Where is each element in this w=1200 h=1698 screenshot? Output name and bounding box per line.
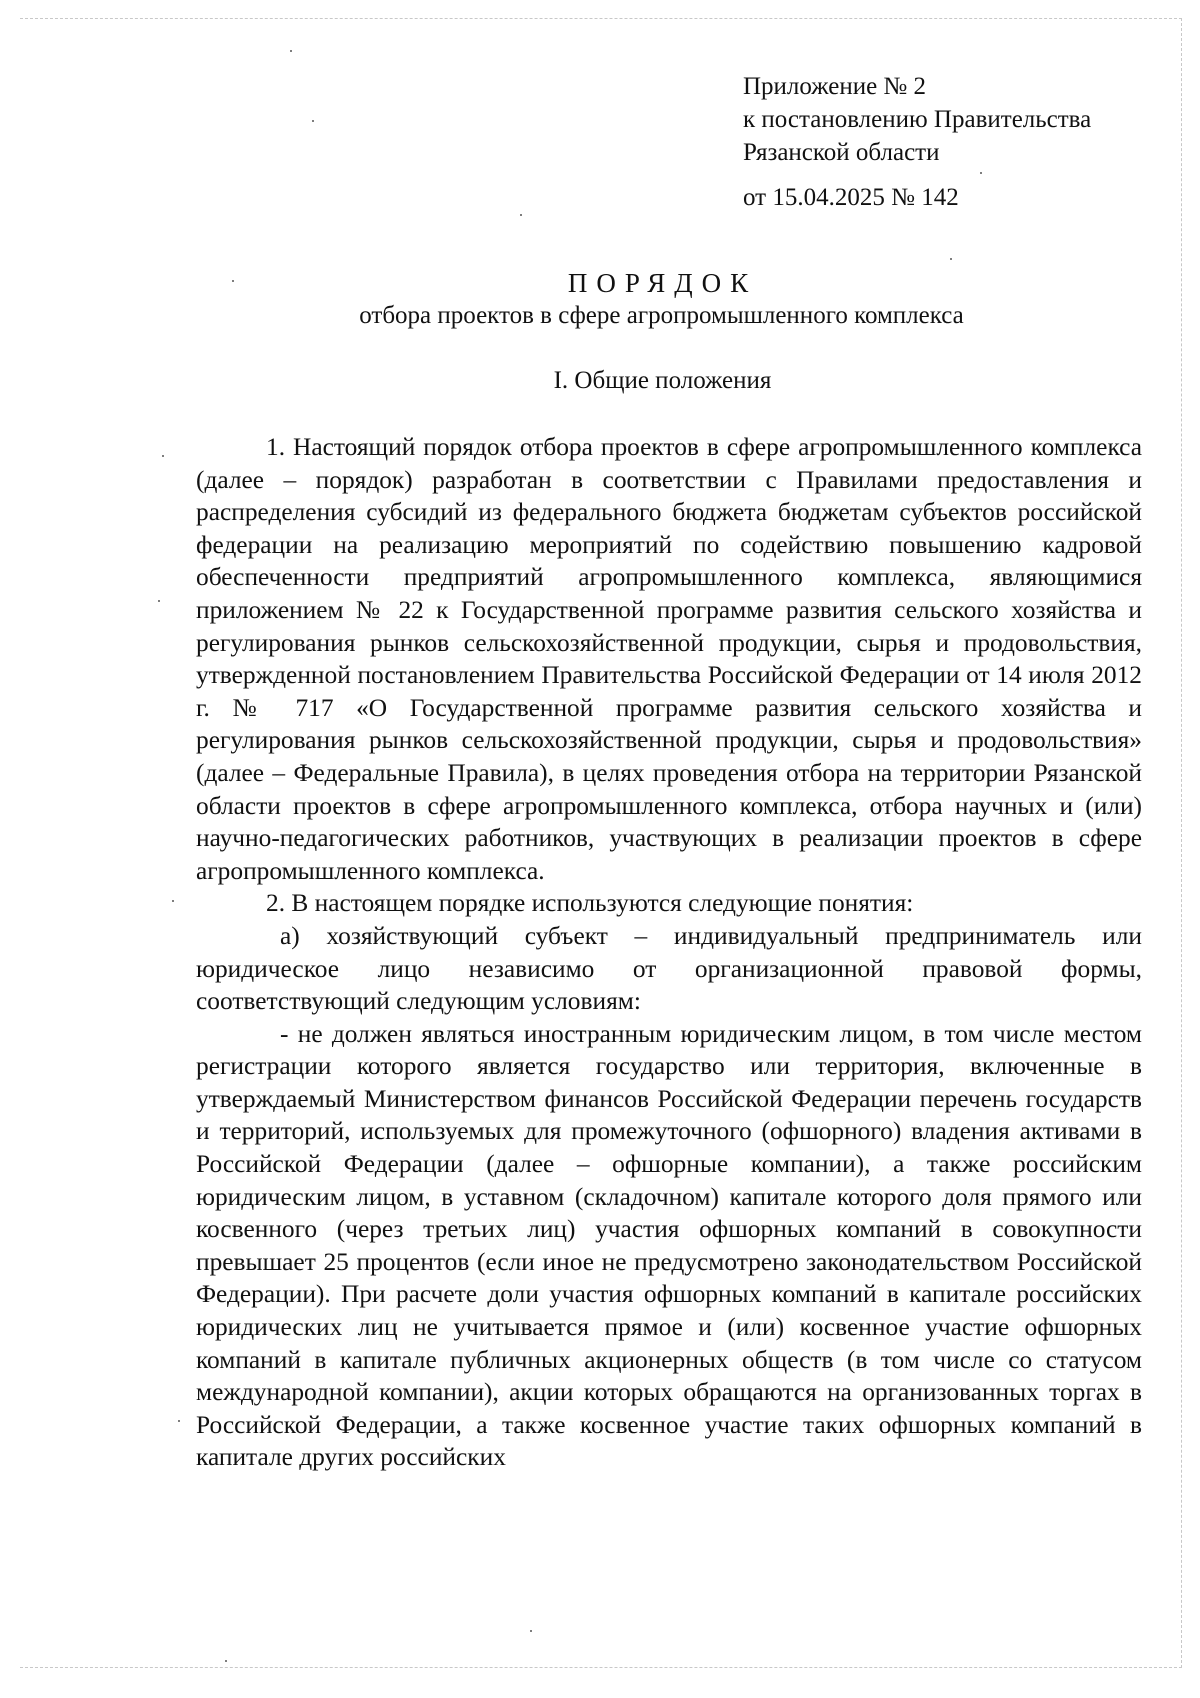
approval-line-appendix: Приложение № 2: [743, 73, 927, 100]
scan-border-bottom: [20, 1667, 1182, 1668]
scan-border-right: [1181, 18, 1182, 1668]
scan-border-top: [20, 18, 1182, 19]
paragraph-2: 2. В настоящем порядке используются следующие понятия:: [266, 889, 914, 918]
paragraph-2a: а) хозяйствующий субъект – индивидуальный предприниматель или юридическое лицо независимо от организационной правовой формы, соответствующий следующим условиям:: [196, 921, 1142, 1016]
section-heading: I. Общие положения: [553, 367, 772, 394]
approval-line-resolution: к постановлению Правительства: [743, 106, 1092, 133]
approval-line-region: Рязанской области: [743, 139, 940, 166]
paragraph-1: 1. Настоящий порядок отбора проектов в сфере агропромышленного комплекса (далее – порядок) разработан в соответствии с Правилами предоставления и распределения субсидий из федерального бюджета бюджетам субъектов российской федерации на реализацию мероприятий по содействию повышению кадровой обеспеченности предприятий агропромышленного комплекса, являющимися приложением № 22 к Государственной программе развития сельского хозяйства и регулирования рынков сельскохозяйственной продукции, сырья и продовольствия, утвержденной постановлением Правительства Российской Федерации от 14 июля 2012 г. № 717 «О Государственной программе развития сельского хозяйства и регулирования рынков сельскохозяйственной продукции, сырья и продовольствия» (далее – Федеральные Правила), в целях проведения отбора на территории Рязанской области проектов в сфере агропромышленного комплекса, отбора научных и (или) научно-педагогических работников, участвующих в реализации проектов в сфере агропромышленного комплекса.: [196, 433, 1142, 885]
approval-block: [743, 70, 1091, 214]
approval-date-line: от 15.04.2025 № 142: [743, 184, 959, 211]
paragraph-2a-condition-1: - не должен являться иностранным юридическим лицом, в том числе местом регистрации которого является государство или территория, включенные в утверждаемый Министерством финансов Российской Федерации перечень государств и территорий, используемых для промежуточного (офшорного) владения активами в Российской Федерации (далее – офшорные компании), а также российским юридическим лицом, в уставном (складочном) капитале которого доля прямого или косвенного (через третьих лиц) участия офшорных компаний в совокупности превышает 25 процентов (если иное не предусмотрено законодательством Российской Федерации). При расчете доли участия офшорных компаний в капитале российских юридических лиц не учитывается прямое и (или) косвенное участие офшорных компаний в капитале публичных акционерных обществ (в том числе со статусом международной компании), акции которых обращаются на организованных торгах в Российской Федерации, а также косвенное участие таких офшорных компаний в капитале других российских: [196, 1019, 1142, 1472]
document-body: [196, 431, 1142, 1474]
document-subtitle: отбора проектов в сфере агропромышленного комплекса: [359, 302, 964, 329]
document-title: ПОРЯДОК: [567, 268, 758, 298]
